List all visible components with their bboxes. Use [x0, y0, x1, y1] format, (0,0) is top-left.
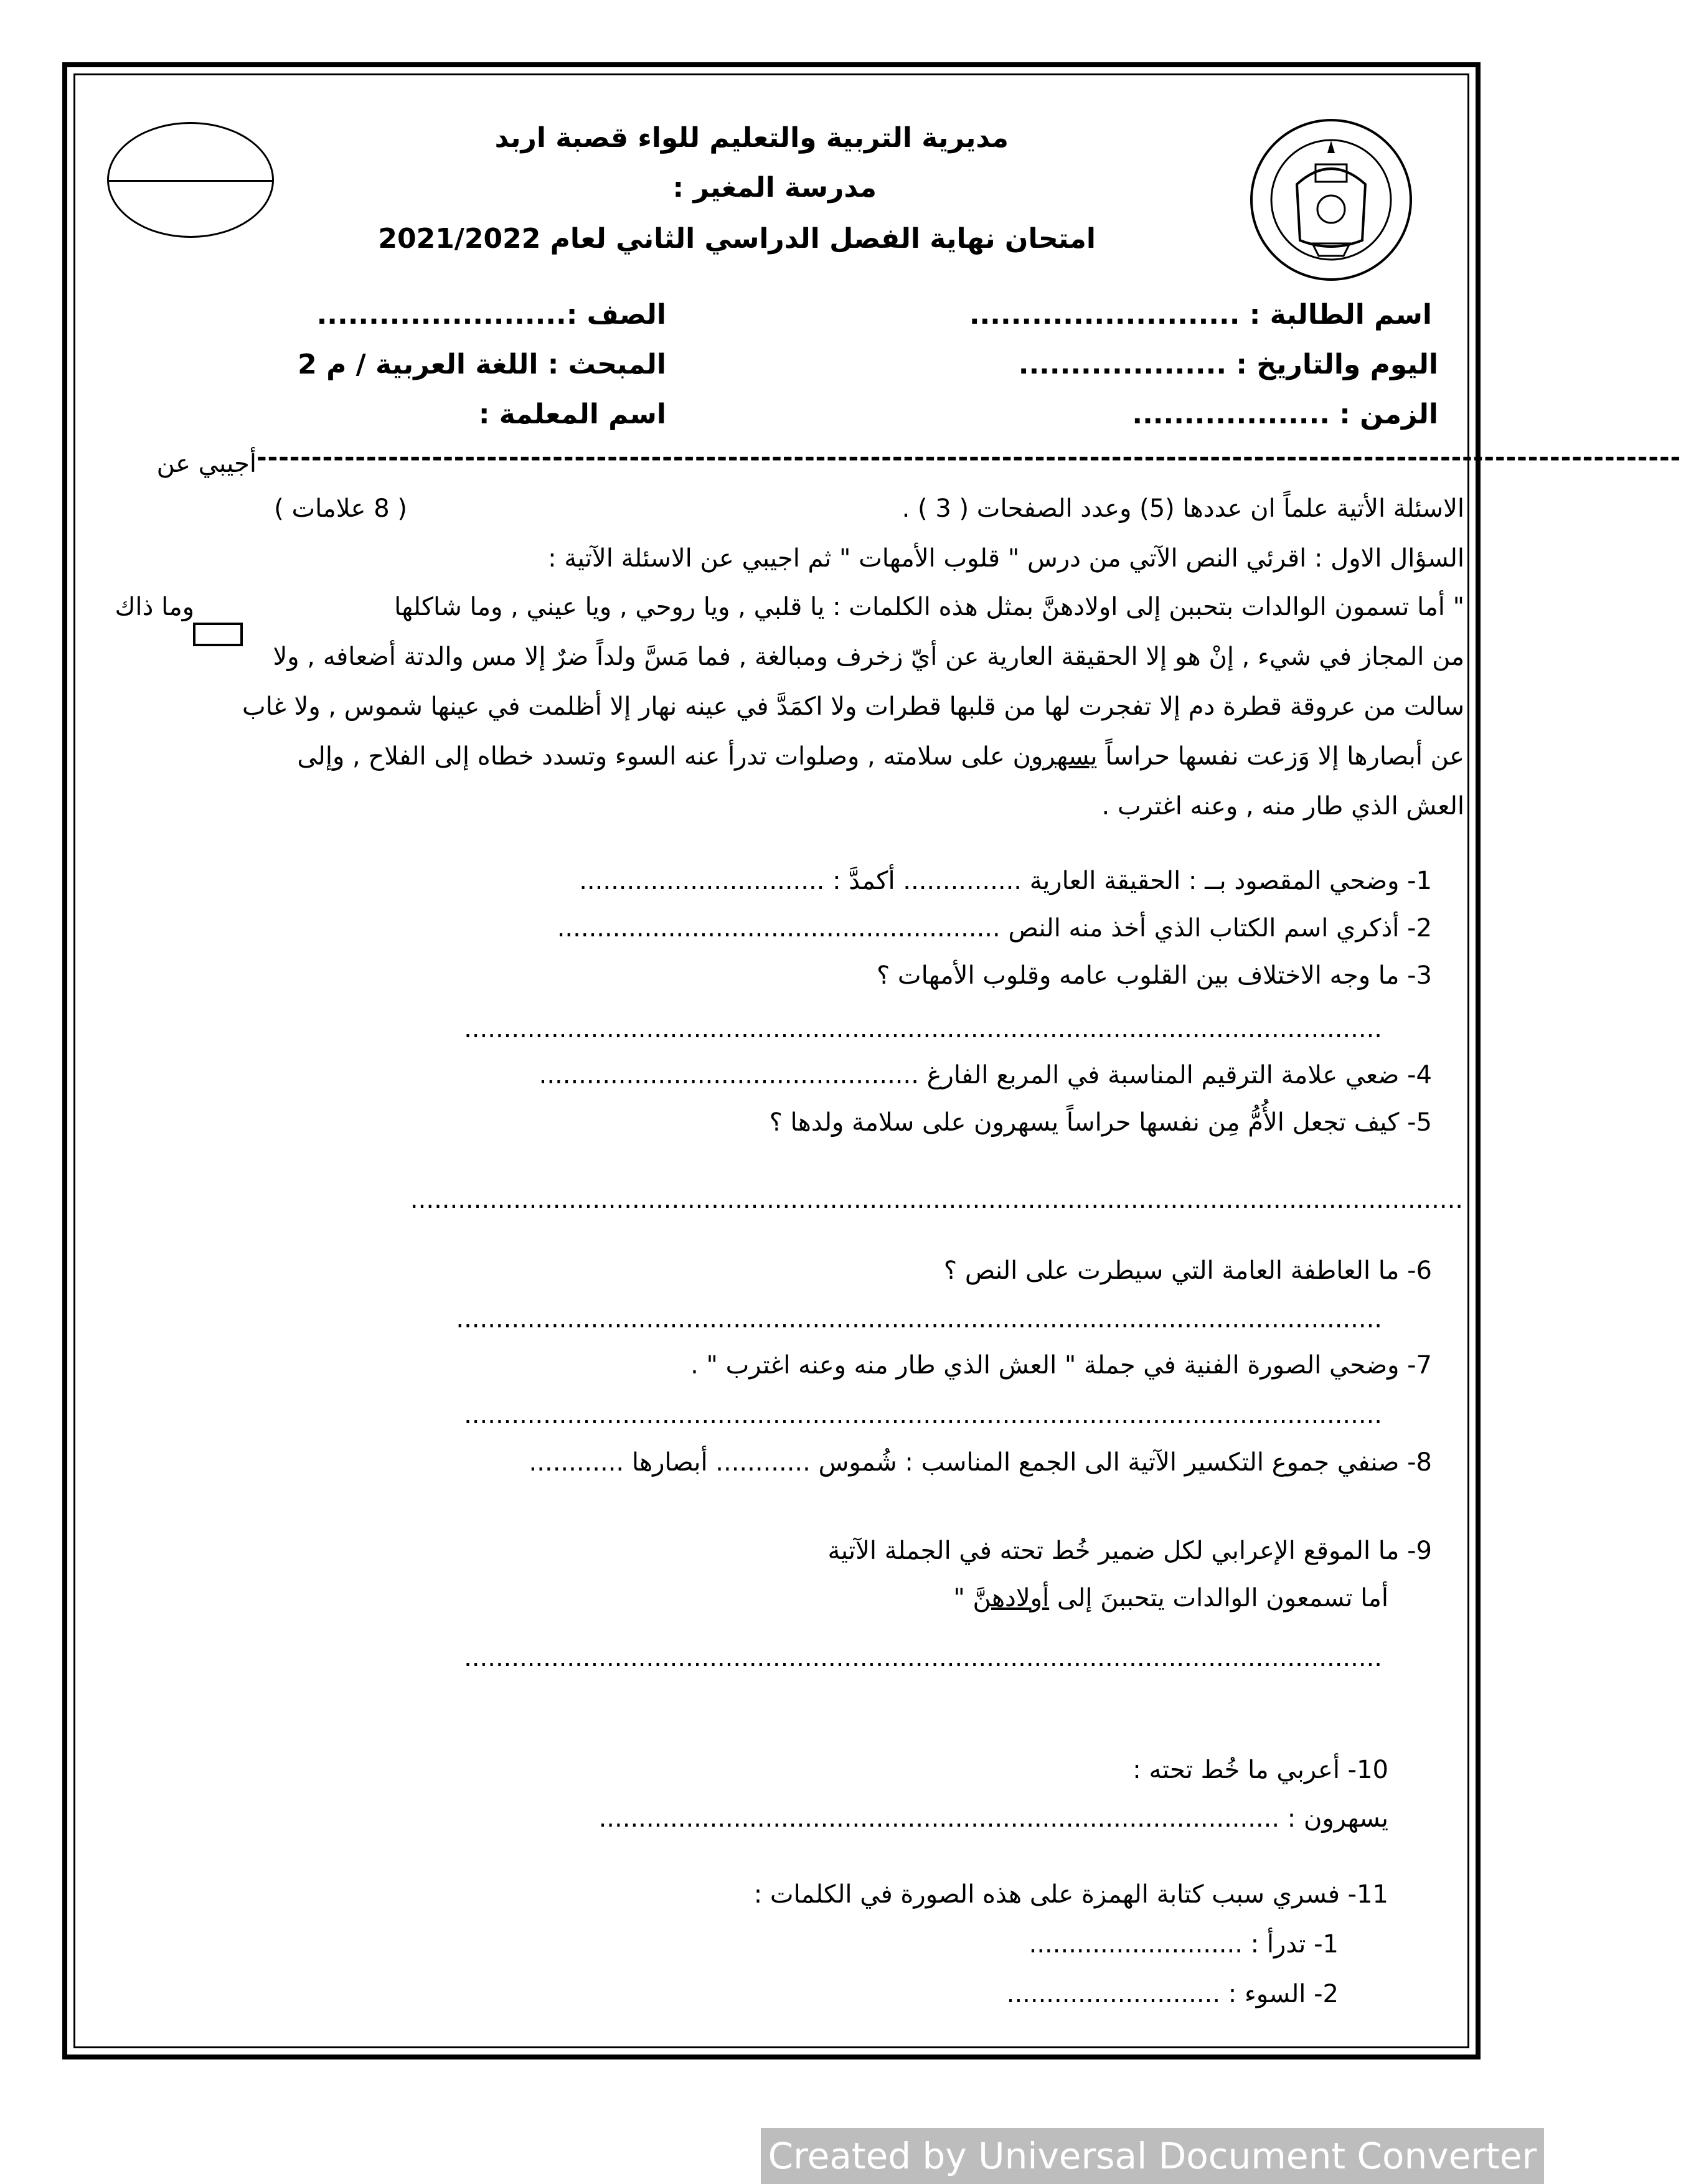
directorate-title: مديرية التربية والتعليم للواء قصبة اربد: [494, 122, 1009, 154]
subject-field: المبحث : اللغة العربية / م 2: [298, 349, 666, 380]
item-6-answer-line[interactable]: .....................................................................................................................: [456, 1305, 1382, 1334]
day-date-field[interactable]: اليوم والتاريخ : ....................: [1018, 349, 1438, 380]
item-6: 6- ما العاطفة العامة التي سيطرت على النص ؟: [943, 1256, 1432, 1285]
answer-lead: أجيبي عن: [156, 450, 257, 478]
passage-line-1-end: وما ذاك: [115, 593, 194, 621]
student-name-field[interactable]: اسم الطالبة : ..........................: [969, 299, 1432, 331]
item-10: 10- أعربي ما خُط تحته :: [1132, 1756, 1388, 1784]
time-field[interactable]: الزمن : ...................: [1132, 398, 1438, 430]
punctuation-box[interactable]: [193, 623, 243, 646]
item-7-answer-line[interactable]: ....................................................................................................................: [464, 1401, 1382, 1429]
class-field[interactable]: الصف :........................: [316, 299, 666, 331]
item-8: 8- صنفي جموع التكسير الآتية الى الجمع المناسب : شُموس ............ أبصارها ............: [529, 1448, 1432, 1477]
item-11: 11- فسري سبب كتابة الهمزة على هذه الصورة في الكلمات :: [753, 1880, 1388, 1909]
converter-watermark: Created by Universal Document Converter: [761, 2128, 1544, 2184]
passage-line-5: العش الذي طار منه , وعنه اغترب .: [1101, 792, 1464, 821]
item-9-sentence-b: ": [953, 1584, 965, 1612]
item-3: 3- ما وجه الاختلاف بين القلوب عامه وقلوب الأمهات ؟: [876, 961, 1432, 990]
item-9: 9- ما الموقع الإعرابي لكل ضمير خُط تحته في الجملة الآتية: [827, 1537, 1432, 1565]
instructions-line: الاسئلة الأتية علماً ان عددها (5) وعدد الصفحات ( 3 ) .: [902, 494, 1464, 523]
item-10-word[interactable]: يسهرون : ......................................................................................: [598, 1804, 1388, 1833]
underlined-word-yasharoon: يسهرون: [1012, 742, 1098, 771]
school-name: مدرسة المغير :: [672, 172, 877, 204]
item-9-answer-line[interactable]: ....................................................................................................................: [464, 1644, 1382, 1672]
item-5: 5- كيف تجعل الأُمُّ مِن نفسها حراساً يسهرون على سلامة ولدها ؟: [769, 1108, 1432, 1137]
ministry-seal-icon: [1238, 116, 1424, 284]
item-3-answer-line[interactable]: ....................................................................................................................: [464, 1015, 1382, 1043]
item-11-1[interactable]: 1- تدرأ : ...........................: [1029, 1930, 1339, 1959]
separator-dashes: ----------------------------------------------------------------------------------------------------------------------------------: [257, 443, 1681, 472]
grade-oval: [107, 122, 274, 238]
item-9-underlined-word: أولادهنَّ: [972, 1584, 1050, 1612]
passage-line-1: " أما تسمون الوالدات بتحببن إلى اولادهنَّ بمثل هذه الكلمات : يا قلبي , ويا روحي , ويا عيني , وما شاكلها: [394, 593, 1464, 621]
item-9-sentence: [953, 1584, 1388, 1612]
item-1: 1- وضحي المقصود بــ : الحقيقة العارية ............... أكمدَّ : ...............................: [579, 867, 1432, 895]
passage-line-4-a: عن أبصارها إلا وَزعت نفسها حراساً: [1105, 742, 1464, 771]
item-2: 2- أذكري اسم الكتاب الذي أخذ منه النص ........................................................: [557, 914, 1432, 943]
exam-title: امتحان نهاية الفصل الدراسي الثاني لعام 2021/2022: [378, 223, 1096, 255]
item-9-sentence-a: أما تسمعون الوالدات يتحببنَ إلى: [1057, 1584, 1388, 1612]
item-5-answer-line[interactable]: .....................................................................................................................................: [410, 1185, 1463, 1214]
item-11-2[interactable]: 2- السوء : ...........................: [1006, 1980, 1339, 2008]
item-7: 7- وضحي الصورة الفنية في جملة " العش الذي طار منه وعنه اغترب " .: [690, 1351, 1432, 1380]
item-4: 4- ضعي علامة الترقيم المناسبة في المربع الفارغ ................................................: [539, 1061, 1432, 1090]
passage-line-2: من المجاز في شيء , إنْ هو إلا الحقيقة العارية عن أيّ زخرف ومبالغة , فما مَسَّ ولداً ضرٌ إلا مس والدتة أضعافه , ولا: [273, 642, 1464, 671]
passage-line-4-b: على سلامته , وصلوات تدرأ عنه السوء وتسدد خطاه إلى الفلاح , وإلى: [297, 742, 1005, 771]
question-1-title: السؤال الاول : اقرئي النص الآتي من درس " قلوب الأمهات " ثم اجيبي عن الاسئلة الآتية :: [548, 544, 1464, 573]
passage-line-3: سالت من عروقة قطرة دم إلا تفجرت لها من قلبها قطرات ولا اكمَدَّ في عينه نهار إلا أظلمت في عينها شموس , ولا غاب: [242, 692, 1464, 721]
teacher-name-field[interactable]: اسم المعلمة :: [478, 398, 666, 430]
passage-line-4: [297, 742, 1464, 771]
total-marks: ( 8 علامات ): [274, 494, 407, 523]
